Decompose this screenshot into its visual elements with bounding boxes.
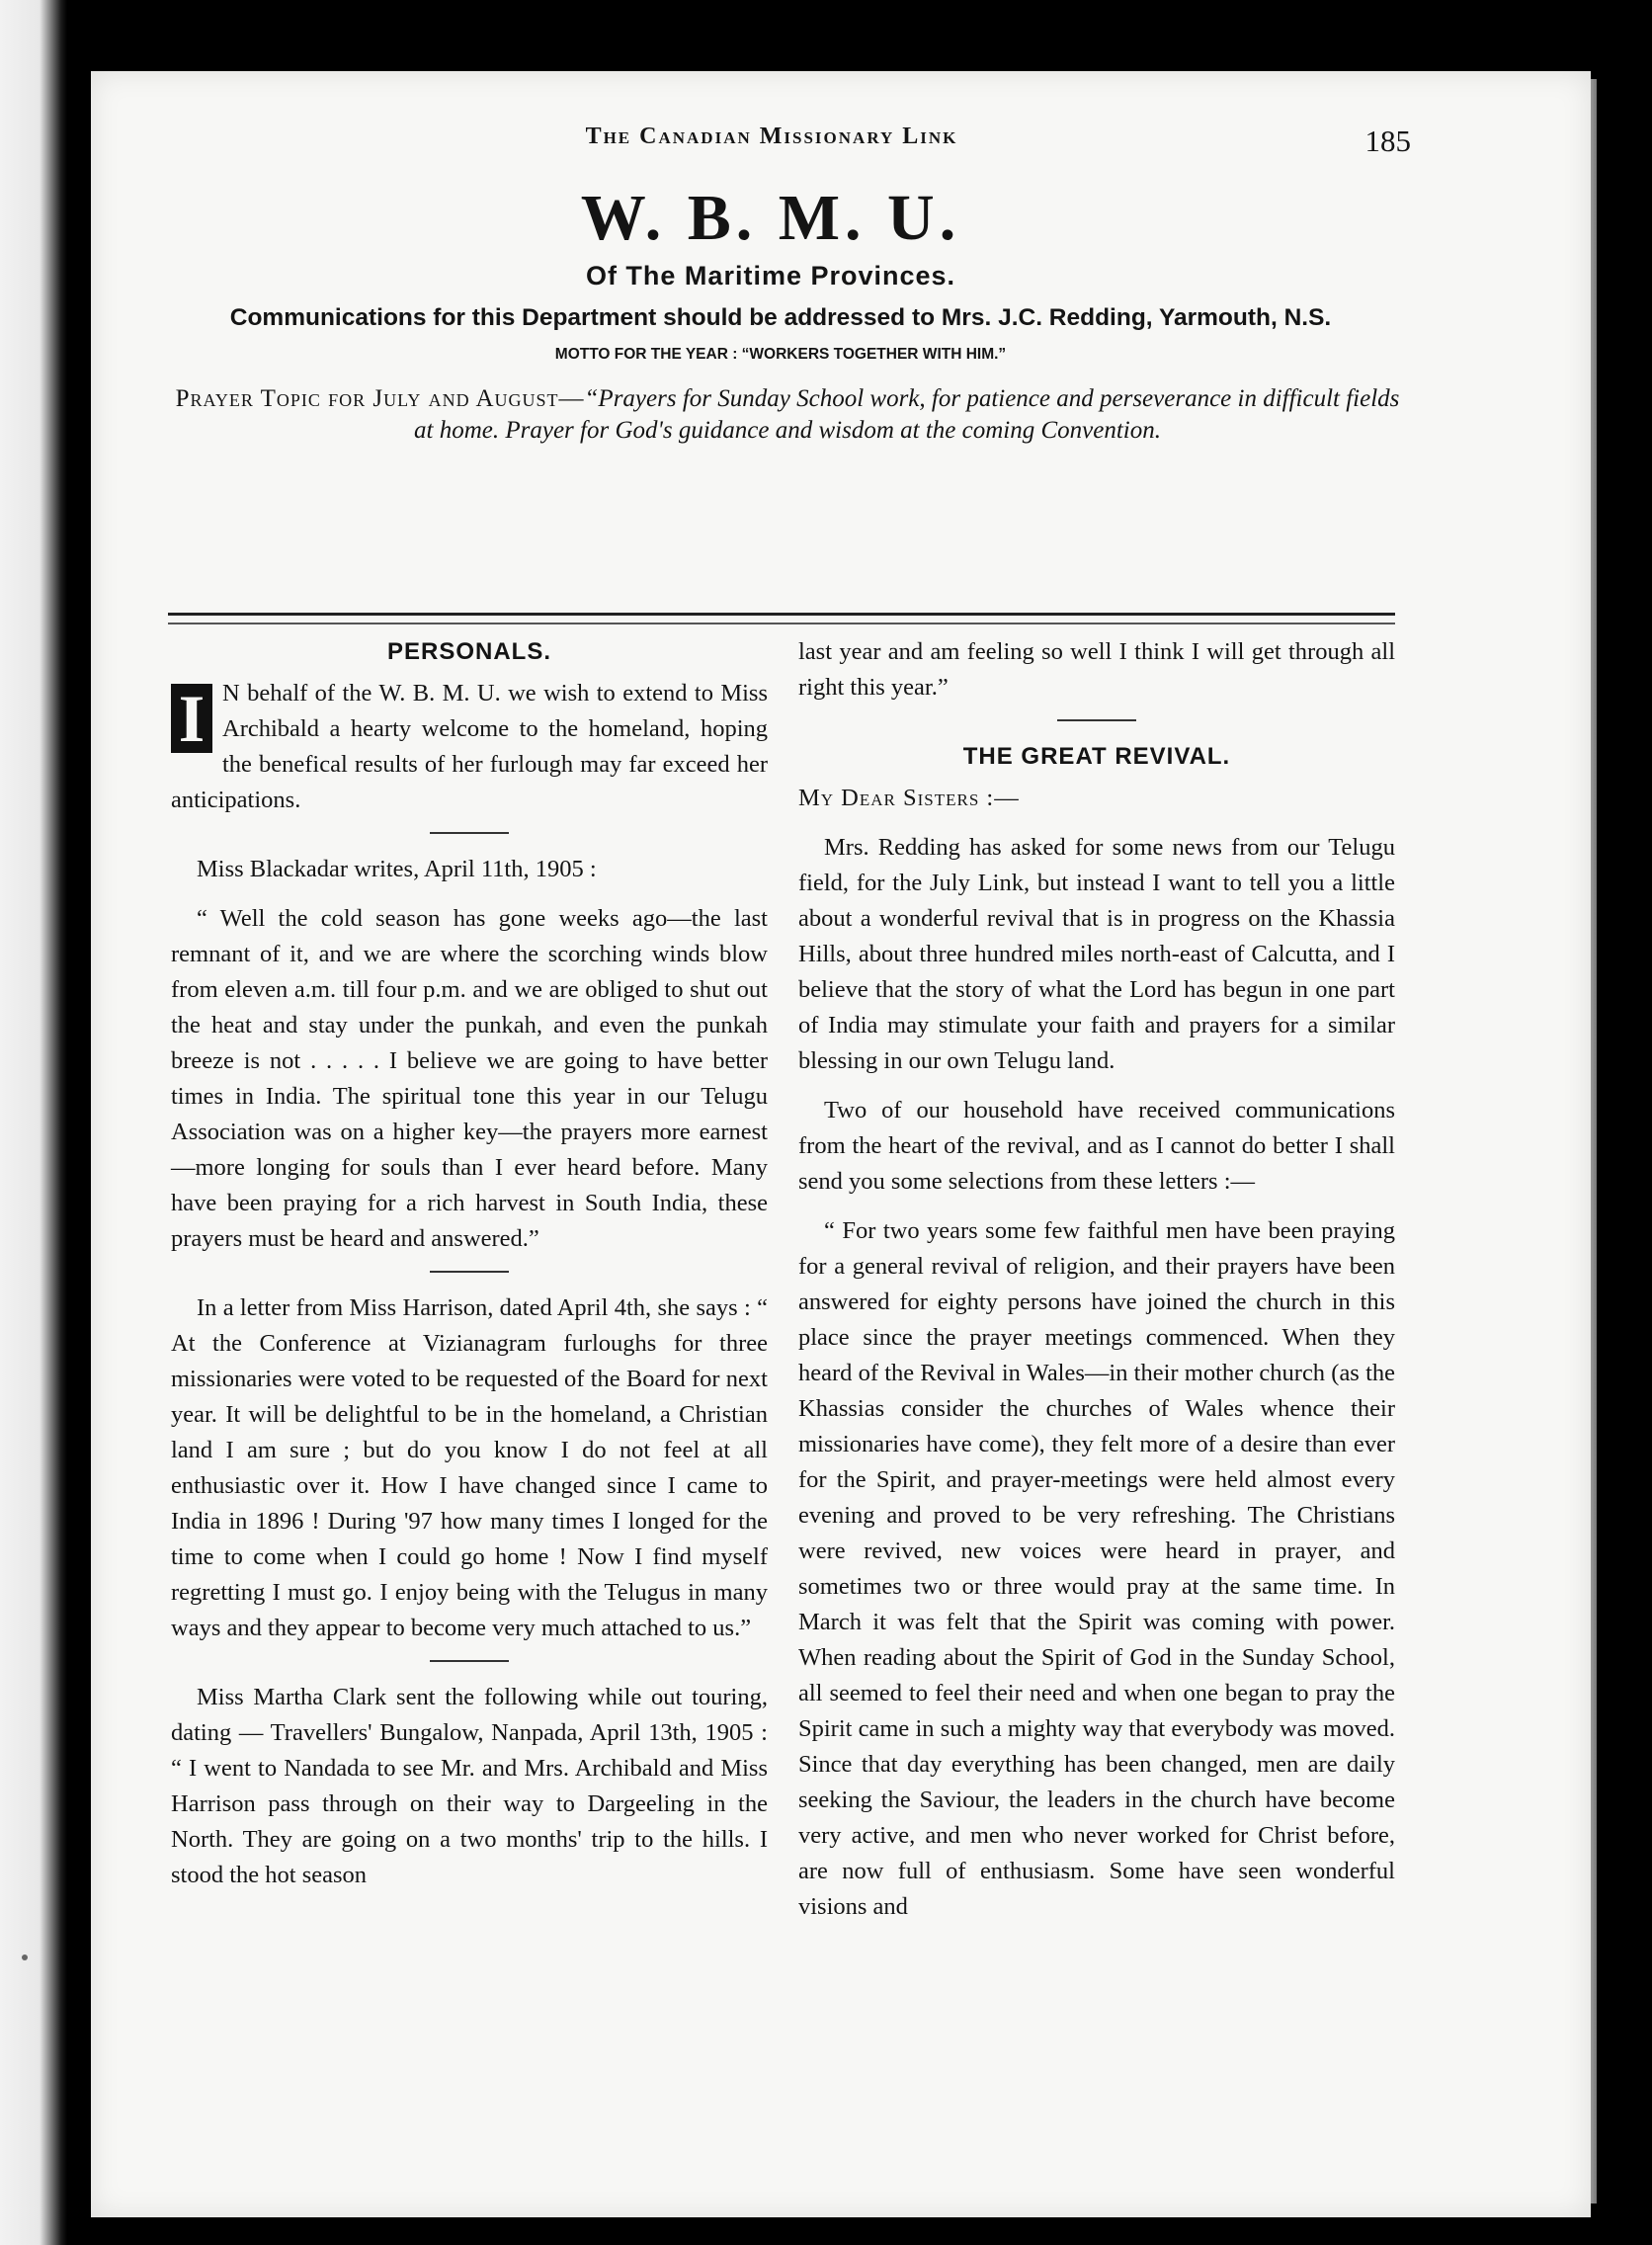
- running-head: The Canadian Missionary Link: [585, 124, 958, 149]
- clark-letter: Miss Martha Clark sent the following while out touring, dating — Travellers' Bungalow, Nanpada, April 13th, 1905 : “ I went to Nandada to see Mr. and Mrs. Archibald and Miss Harrison pass through on their way to Dargeeling in the North. They are going on a two months' trip to the hills. I stood the hot season: [171, 1684, 768, 1888]
- revival-heading: THE GREAT REVIVAL.: [962, 743, 1231, 770]
- revival-paragraph-1: Mrs. Redding has asked for some news from our Telugu field, for the July Link, but instead I want to tell you a little about a wonderful revival that is in progress on the Khassia Hills, about three hundred miles north-east of Calcutta, and I believe that the story of what the Lord has begun in one part of India may stimulate your faith and prayers for a similar blessing in our own Telugu land.: [798, 834, 1395, 1074]
- separator-rule: [430, 1660, 509, 1662]
- blackadar-letter: “ Well the cold season has gone weeks ago—the last remnant of it, and we are where the scorching winds blow from eleven a.m. till four p.m. and we are obliged to shut out the heat and stay under the punkah, and even the punkah breeze is not . . . . . I believe we are going to have better times in India. The spiritual tone this year in our Telugu Association was on a higher key—the prayers more earnest—more longing for souls than I ever heard before. Many have been praying for a rich harvest in South India, these prayers must be heard and answered.”: [171, 905, 768, 1252]
- prayer-topic-text: “Prayers for Sunday School work, for patience and perseverance in difficult fields at home. Prayer for God's guidance and wisdom at the coming Convention.: [414, 385, 1400, 444]
- personals-intro: [171, 676, 768, 818]
- section-divider: [168, 613, 1395, 624]
- prayer-topic-lead: Prayer Topic for July and August—: [175, 385, 585, 412]
- communications-address: Communications for this Department should be addressed to Mrs. J.C. Redding, Yarmouth, N.S.: [229, 304, 1332, 331]
- page-number: 185: [1364, 124, 1411, 158]
- personals-heading: PERSONALS.: [386, 638, 552, 665]
- revival-salutation: My Dear Sisters :—: [798, 785, 1020, 811]
- prayer-topic: [168, 383, 1407, 522]
- separator-rule: [430, 832, 509, 834]
- clark-letter-continued: last year and am feeling so well I think I will get through all right this year.”: [798, 638, 1395, 701]
- personals-intro-text: N behalf of the W. B. M. U. we wish to extend to Miss Archibald a hearty welcome to the homeland, hoping the benefical results of her furlough may far exceed her anticipations.: [171, 680, 768, 813]
- harrison-letter: In a letter from Miss Harrison, dated April 4th, she says : “ At the Conference at Vizianagram furloughs for three missionaries were voted to be requested of the Board for next year. It will be delightful to be in the homeland, a Christian land I am sure ; but do you know I do not feel at all enthusiastic over it. How I have changed since I came to India in 1896 ! During '97 how many times I longed for the time to come when I could go home ! Now I find myself regretting I must go. I enjoy being with the Telugus in many ways and they appear to become very much attached to us.”: [171, 1294, 768, 1641]
- separator-rule: [430, 1271, 509, 1273]
- revival-paragraph-2: Two of our household have received communications from the heart of the revival, and as I cannot do better I shall send you some selections from these letters :—: [798, 1097, 1395, 1195]
- blackadar-intro: Miss Blackadar writes, April 11th, 1905 :: [197, 856, 597, 882]
- left-column: [171, 634, 768, 2117]
- adjacent-page-edge: [0, 0, 67, 2245]
- motto-line: MOTTO FOR THE YEAR : “WORKERS TOGETHER WITH HIM.”: [554, 346, 1007, 363]
- separator-rule: [1057, 719, 1136, 721]
- drop-cap: I: [171, 684, 212, 753]
- revival-paragraph-3: “ For two years some few faithful men have been praying for a general revival of religion, and their prayers have been answered for eighty persons have joined the church in this place since the prayer meetings commenced. When they heard of the Revival in Wales—in their mother church (as the Khassias consider the churches of Wales whence their missionaries have come), they felt more of a desire than ever for the Spirit, and prayer-meetings were held almost every evening and proved to be very refreshing. The Christians were revived, new voices were heard in prayer, and sometimes two or three would pray at the same time. In March it was felt that the Spirit was coming with power. When reading about the Spirit of God in the Sunday School, all seemed to feel their need and when one began to pray the Spirit came in such a mighty way that everybody was moved. Since that day everything has been changed, men are daily seeking the Saviour, the leaders in the church have become very active, and men who never worked for Christ before, are now full of enthusiasm. Some have seen wonderful visions and: [798, 1217, 1395, 1920]
- right-column: [798, 634, 1395, 2117]
- masthead-subtitle: Of The Maritime Provinces.: [585, 261, 956, 291]
- scan-speck: [22, 1954, 28, 1960]
- masthead-title: W. B. M. U.: [580, 182, 961, 254]
